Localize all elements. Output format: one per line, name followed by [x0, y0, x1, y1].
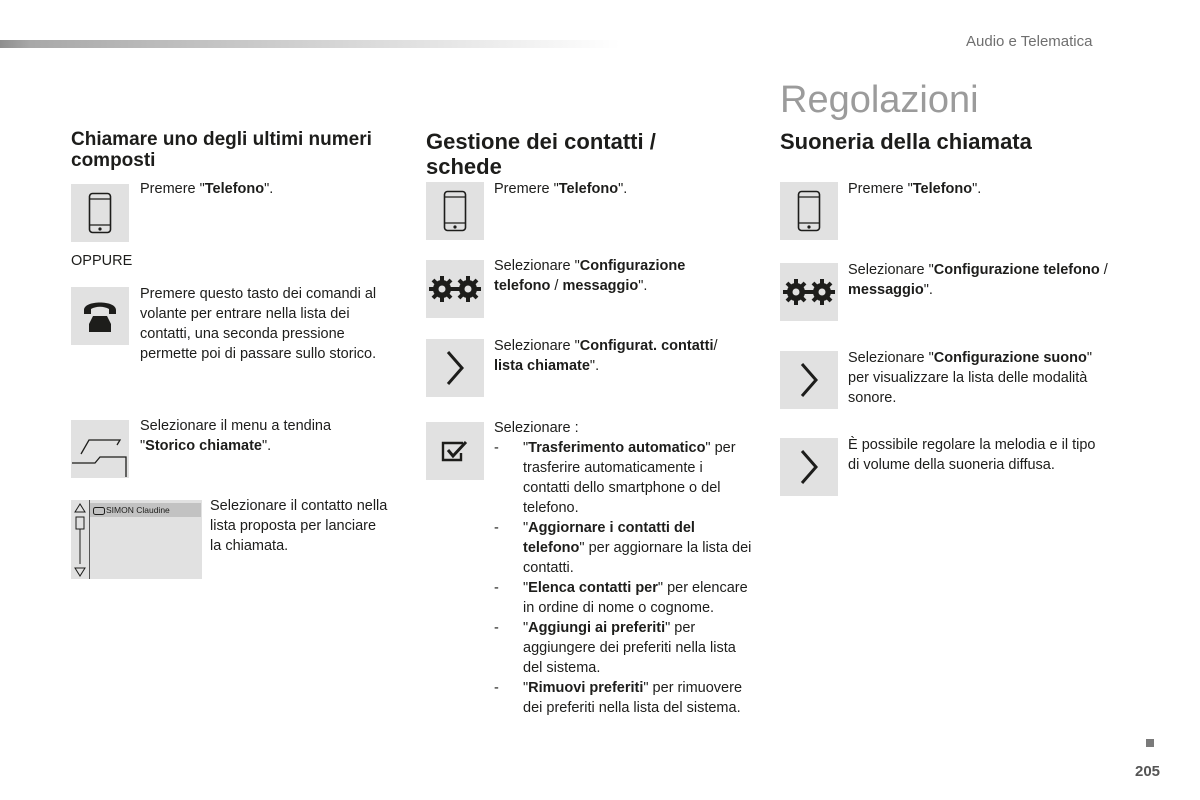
contact-list-entry[interactable]: SIMON Claudine [90, 503, 201, 517]
col3-step4: È possibile regolare la melodia e il tipo di volume della suoneria diffusa. [848, 437, 1096, 473]
phone-icon[interactable] [426, 182, 484, 240]
col2-step1: Premere "Telefono". [494, 181, 628, 197]
col3-step1: Premere "Telefono". [848, 181, 982, 197]
page-title: Regolazioni [780, 79, 979, 121]
chevron-right-icon[interactable] [780, 438, 838, 496]
col1-step2: Premere questo tasto dei comandi al volante per entrare nella lista dei contatti, una seconda pressione permette poi di passare sullo storico. [140, 286, 377, 362]
col2-step3: Selezionare "Configurat. contatti/ lista chiamate". [494, 338, 718, 374]
contact-list-screen[interactable] [71, 500, 202, 579]
col1-oppure: OPPURE [71, 253, 133, 269]
chevron-right-icon[interactable] [780, 351, 838, 409]
page-marker [1146, 739, 1154, 747]
col1-step4: Selezionare il contatto nella lista proposta per lanciare la chiamata. [210, 498, 388, 554]
checkbox-icon[interactable] [426, 422, 484, 480]
list-item: - "Elenca contatti per" per elencare in ordine di nome o cognome. [494, 580, 748, 616]
col1-step1: Premere "Telefono". [140, 181, 274, 197]
col2-step4 [494, 418, 752, 718]
dropdown-tab-icon[interactable] [71, 420, 129, 478]
handset-icon[interactable] [71, 287, 129, 345]
col2-title: Gestione dei contatti / schede [426, 129, 656, 179]
gears-icon[interactable] [426, 260, 484, 318]
header-gradient-bar [0, 40, 620, 48]
col3-step3: Selezionare "Configurazione suono" per visualizzare la lista delle modalità sonore. [848, 350, 1092, 406]
chevron-right-icon[interactable] [426, 339, 484, 397]
phone-icon[interactable] [71, 184, 129, 242]
col3-title: Suoneria della chiamata [780, 129, 1032, 154]
col3-step2: Selezionare "Configurazione telefono / messaggio". [848, 262, 1108, 298]
gears-icon[interactable] [780, 263, 838, 321]
list-item: - "Aggiornare i contatti del telefono" per aggiornare la lista dei contatti. [494, 520, 752, 576]
option-list [494, 438, 752, 718]
col2-step4-intro: Selezionare : [494, 420, 579, 436]
list-item: - "Aggiungi ai preferiti" per aggiungere dei preferiti nella lista del sistema. [494, 620, 736, 676]
scroll-list-icon[interactable] [71, 500, 90, 579]
col1-step3: Selezionare il menu a tendina "Storico chiamate". [140, 418, 332, 454]
phone-icon[interactable] [780, 182, 838, 240]
page-number: 205 [1135, 763, 1161, 780]
list-item: - "Rimuovi preferiti" per rimuovere dei preferiti nella lista del sistema. [494, 680, 743, 716]
list-item: - "Trasferimento automatico" per trasferire automaticamente i contatti dello smartphone o del telefono. [494, 440, 736, 516]
col1-title: Chiamare uno degli ultimi numeri composti [71, 129, 372, 171]
header-section: Audio e Telematica [966, 33, 1093, 50]
col2-step2: Selezionare "Configurazione telefono / messaggio". [494, 258, 686, 294]
